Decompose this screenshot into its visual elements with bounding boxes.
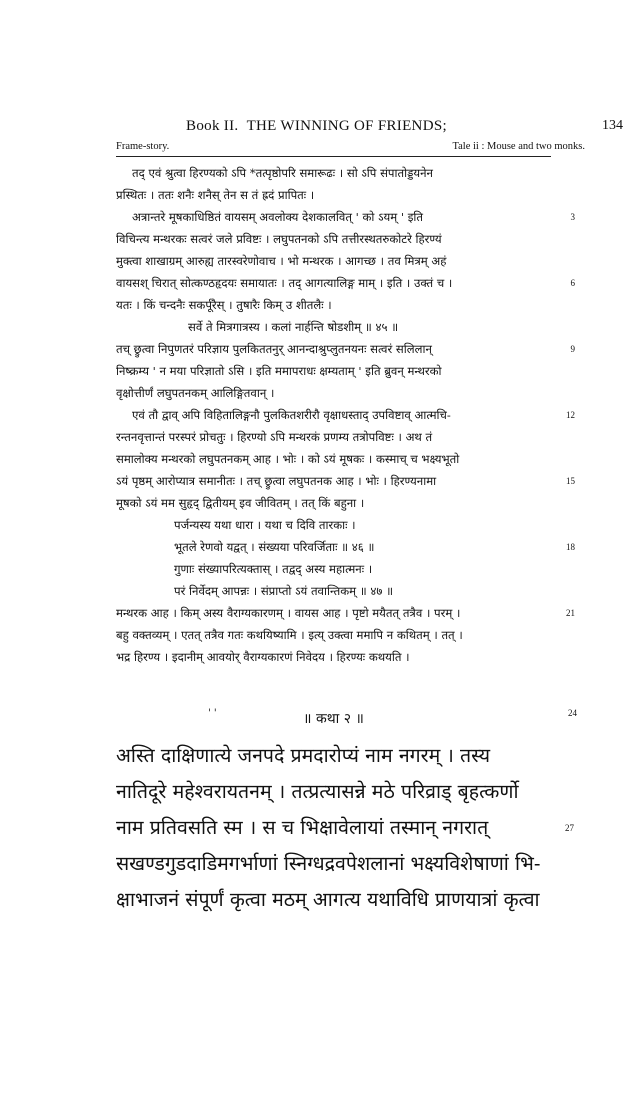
text-line	[116, 810, 574, 846]
text-line	[116, 360, 551, 382]
line-number: 3	[570, 212, 575, 222]
text-line	[116, 646, 551, 668]
line-text: नाम प्रतिवसति स्म । स च भिक्षावेलायां तस्मान् नगरात्	[116, 816, 489, 839]
line-text: मूषको ऽयं मम सुहृद् द्वितीयम् इव जीवितम् । तत् किं बहुना ।	[116, 496, 365, 510]
tale-label: Tale ii : Mouse and two monks.	[452, 141, 585, 152]
text-line	[116, 338, 575, 360]
line-number: 24	[568, 708, 577, 718]
line-text: भूतले रेणवो यद्वत् । संख्यया परिवर्जिताः ॥ ४६ ॥	[174, 540, 375, 554]
text-line	[116, 846, 556, 882]
text-line	[116, 382, 551, 404]
text-line	[116, 470, 575, 492]
text-line	[116, 448, 551, 470]
text-line	[116, 228, 551, 250]
line-text: निष्क्रम्य ' न मया परिज्ञातो ऽसि । इति ममापराधः क्षम्यताम् ' इति ब्रुवन् मन्थरको	[116, 364, 442, 378]
text-line	[116, 294, 551, 316]
text-line	[116, 492, 551, 514]
line-number: 12	[566, 410, 575, 420]
line-text: तद् एवं श्रुत्वा हिरण्यको ऽपि *तत्पृष्ठोपरि समारूढः । सो ऽपि संपातोड्डयनेन	[132, 166, 433, 180]
line-text: तच् छ्रुत्वा निपुणतरं परिज्ञाय पुलकिततनुर् आनन्दाश्रुप्लुतनयनः सत्वरं सलिलान्	[116, 342, 432, 356]
text-line	[116, 882, 556, 918]
katha-mark: ' '	[208, 708, 217, 719]
line-text: भद्र हिरण्य । इदानीम् आवयोर् वैराग्यकारणं निवेदय । हिरण्यः कथयति ।	[116, 650, 410, 664]
text-block-large	[116, 738, 574, 918]
line-text: सखण्डगुडदाडिमगर्भाणां स्निग्धद्रवपेशलानां भक्ष्यविशेषाणां भि-	[116, 852, 541, 875]
line-text: वृक्षोत्तीर्णं लघुपतनकम् आलिङ्गितवान् ।	[116, 386, 275, 400]
line-text: गुणाः संख्यापरित्यक्तास् । तद्वद् अस्य महात्मनः ।	[174, 562, 373, 576]
line-number: 27	[565, 823, 574, 833]
text-line	[116, 580, 551, 602]
line-text: विचिन्त्य मन्थरकः सत्वरं जले प्रविष्टः । लघुपतनको ऽपि तत्तीरस्थतरुकोटरे हिरण्यं	[116, 232, 442, 246]
line-number: 18	[566, 542, 575, 552]
text-line	[116, 558, 551, 580]
line-text: रन्तनवृत्तान्तं परस्परं प्रोचतुः । हिरण्यो ऽपि मन्थरकं प्रणम्य तत्रोपविष्टः । अथ तं	[116, 430, 433, 444]
section-label: Frame-story.	[116, 141, 170, 152]
running-head	[0, 118, 633, 135]
book-title: THE WINNING OF FRIENDS;	[246, 118, 447, 134]
line-text: यतः । किं चन्दनैः सकर्पूरैस् । तुषारैः किम् उ शीतलैः ।	[116, 298, 332, 312]
line-text: नातिदूरे महेश्वरायतनम् । तत्प्रत्यासन्ने मठे परिव्राड् बृहत्कर्णो	[116, 780, 519, 803]
line-text: मुक्त्वा शाखाग्रम् आरुह्य तारस्वरेणोवाच । भो मन्थरक । आगच्छ । तव मित्रम् अहं	[116, 254, 447, 268]
text-line	[116, 536, 575, 558]
text-line	[116, 250, 551, 272]
text-line	[116, 162, 551, 184]
line-text: ऽयं पृष्ठम् आरोप्यात्र समानीतः । तच् छ्रुत्वा लघुपतनक आह । भोः । हिरण्यनामा	[116, 474, 437, 488]
line-text: क्षाभाजनं संपूर्णं कृत्वा मठम् आगत्य यथाविधि प्राणयात्रां कृत्वा	[116, 888, 540, 911]
page-number: 134	[602, 118, 623, 133]
text-line	[116, 774, 556, 810]
text-line	[116, 404, 575, 426]
line-number: 21	[566, 608, 575, 618]
line-text: एवं तौ द्वाव् अपि विहितालिङ्गनौ पुलकितशरीरौ वृक्षाधस्ताद् उपविष्टाव् आत्मचि-	[132, 408, 451, 422]
katha-title: ॥ कथा २ ॥	[303, 711, 364, 727]
line-text: परं निर्वेदम् आपन्नः । संप्राप्तो ऽयं तवान्तिकम् ॥ ४७ ॥	[174, 584, 394, 598]
line-text: अस्ति दाक्षिणात्ये जनपदे प्रमदारोप्यं नाम नगरम् । तस्य	[116, 744, 491, 767]
text-line	[116, 316, 551, 338]
line-text: मन्थरक आह । किम् अस्य वैराग्यकारणम् । वायस आह । पृष्टो मयैतत् तत्रैव । परम् ।	[116, 606, 461, 620]
text-line	[116, 206, 575, 228]
header-rule	[116, 156, 551, 157]
line-text: बहु वक्तव्यम् । एतत् तत्रैव गतः कथयिष्यामि । इत्य् उक्त्वा ममापि न कथितम् । तत् ।	[116, 628, 463, 642]
text-line	[116, 426, 551, 448]
line-number: 6	[570, 278, 575, 288]
line-number: 15	[566, 476, 575, 486]
line-number: 9	[570, 344, 575, 354]
book-label: Book II.	[186, 118, 239, 134]
line-text: समालोक्य मन्थरको लघुपतनकम् आह । भोः । को ऽयं मूषकः । कस्माच् च भक्ष्यभूतो	[116, 452, 460, 466]
text-line	[116, 514, 551, 536]
line-text: सर्वे ते मित्रगात्रस्य । कलां नार्हन्ति षोडशीम् ॥ ४५ ॥	[188, 320, 399, 334]
line-text: अत्रान्तरे मूषकाधिष्ठितं वायसम् अवलोक्य देशकालवित् ' को ऽयम् ' इति	[132, 210, 424, 224]
text-line	[116, 602, 575, 624]
line-text: पर्जन्यस्य यथा धारा । यथा च दिवि तारकाः ।	[174, 518, 356, 532]
katha-heading	[116, 708, 577, 728]
text-line	[116, 738, 556, 774]
text-line	[116, 272, 575, 294]
line-text: वायसश् चिरात् सोत्कण्ठहृदयः समायातः । तद् आगत्यालिङ्ग माम् । इति । उक्तं च ।	[116, 276, 453, 290]
text-line	[116, 624, 551, 646]
text-block-small	[116, 162, 575, 668]
text-line	[116, 184, 551, 206]
line-text: प्रस्थितः । ततः शनैः शनैस् तेन स तं ह्रदं प्रापितः ।	[116, 188, 315, 202]
